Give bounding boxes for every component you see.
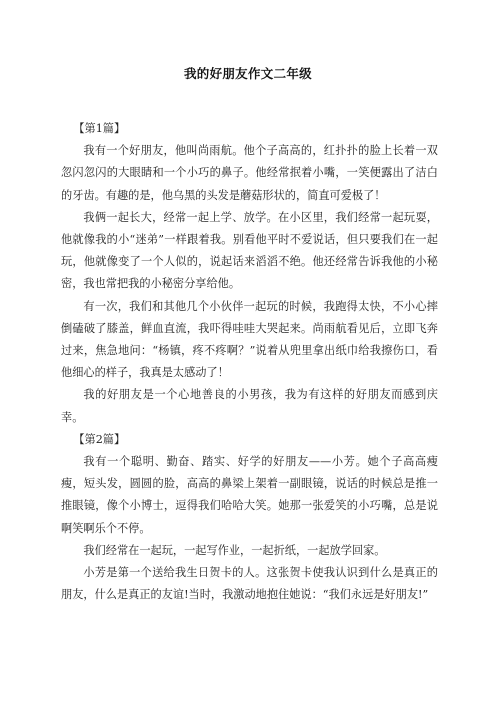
paragraph: 小芳是第一个送给我生日贺卡的人。这张贺卡使我认识到什么是真正的朋友，什么是真正的友谊!当时，我激动地抱住她说：“我们永远是好朋友!” [61,566,438,602]
paragraph: 我俩一起长大，经常一起上学、放学。在小区里，我们经常一起玩耍，他就像我的小“迷弟”一样跟着我。别看他平时不爱说话，但只要我们在一起玩，他就像变了一个人似的，说起话来滔滔不绝。他还经常告诉我他的小秘密，我也常把我的小秘密分享给他。 [61,210,438,291]
paragraph: 有一次，我们和其他几个小伙伴一起玩的时候，我跑得太快，不小心摔倒磕破了膝盖，鲜血直流，我吓得哇哇大哭起来。尚雨航看见后，立即飞奔过来，焦急地问：“杨镇，疼不疼啊？”说着从兜里拿出纸巾给我擦伤口，看他细心的样子，我真是太感动了！ [61,299,438,380]
section-heading-1: 【第1篇】 [73,122,126,135]
section-heading-2: 【第2篇】 [73,432,126,446]
paragraph: 我有一个聪明、勤奋、踏实、好学的好朋友——小芳。她个子高高瘦瘦，短头发，圆圆的脸，高高的鼻梁上架着一副眼镜，说话的时候总是推一推眼镜，像个小博士，逗得我们哈哈大笑。她那一张爱笑的小巧嘴，总是说啊笑啊乐个不停。 [61,455,438,535]
paragraph: 我们经常在一起玩，一起写作业，一起折纸，一起放学回家。 [83,543,386,557]
document-body [61,118,438,606]
paragraph: 我有一个好朋友，他叫尚雨航。他个子高高的，红扑扑的脸上长着一双忽闪忽闪的大眼睛和一个小巧的鼻子。他经常抿着小嘴，一笑便露出了洁白的牙齿。有趣的是，他乌黑的头发是蘑菇形状的，简直可爱极了！ [61,144,438,202]
document-title: 我的好朋友作文二年级 [183,66,312,81]
paragraph: 我的好朋友是一个心地善良的小男孩，我为有这样的好朋友而感到庆幸。 [61,388,438,424]
